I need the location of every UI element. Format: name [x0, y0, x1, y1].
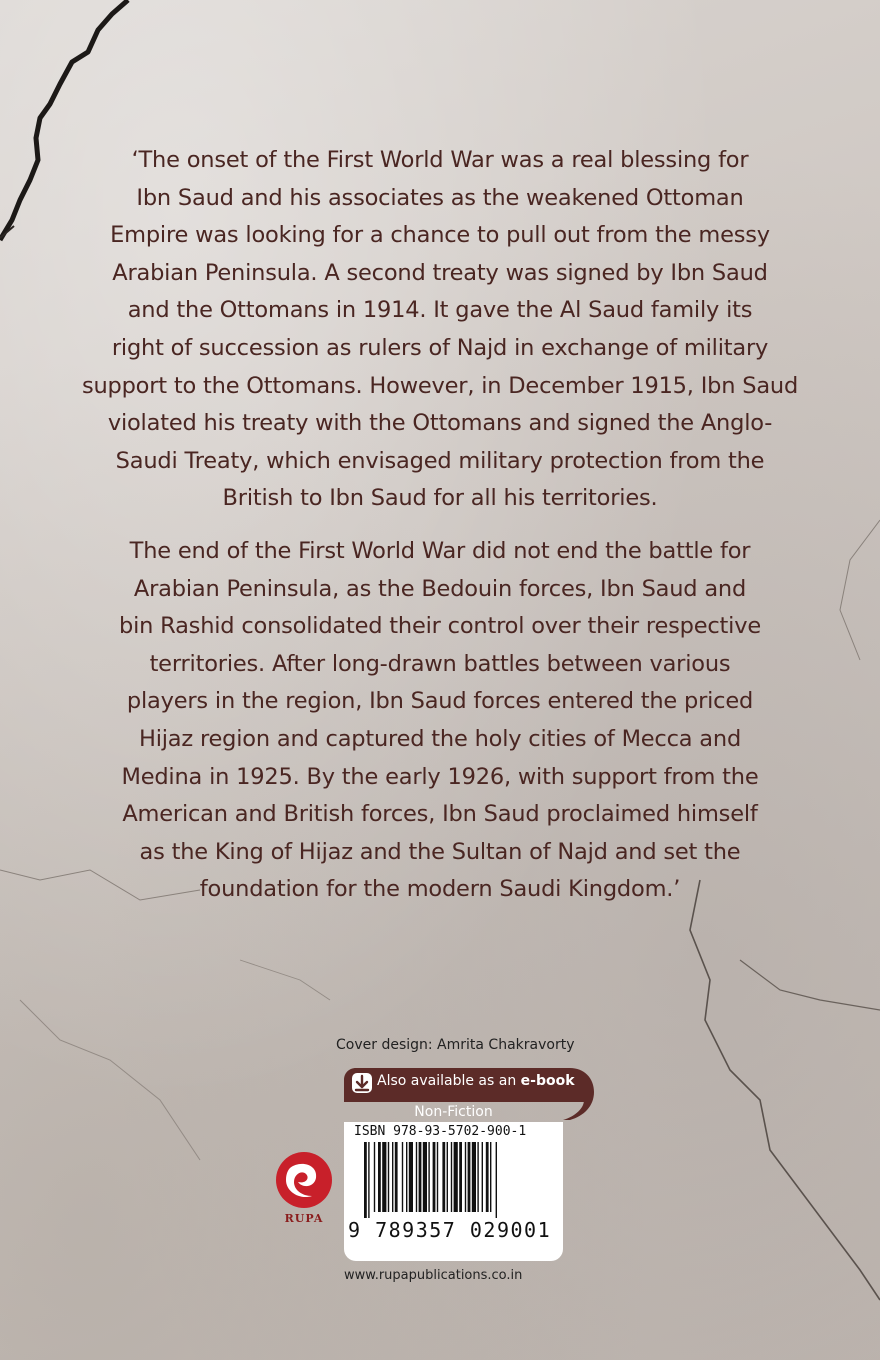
barcode-bar: [451, 1142, 452, 1212]
blurb-line: British to Ibn Saud for all his territories.: [222, 485, 658, 512]
blurb-line: as the King of Hijaz and the Sultan of Najd and set the: [139, 838, 741, 865]
blurb-line: Arabian Peninsula. A second treaty was signed by Ibn Saud: [112, 259, 768, 286]
barcode-bar: [454, 1142, 458, 1212]
publisher-logo: [272, 1148, 336, 1228]
barcode-bar: [428, 1142, 429, 1212]
barcode-bar: [482, 1142, 483, 1212]
ebook-label: [377, 1073, 575, 1089]
blurb-line: support to the Ottomans. However, in December 1915, Ibn Saud: [81, 372, 799, 399]
blurb-line: Arabian Peninsula, as the Bedouin forces, Ibn Saud and: [133, 575, 747, 602]
blurb-line: Saudi Treaty, which envisaged military protection from the: [115, 447, 765, 474]
publisher-name: RUPA: [284, 1212, 324, 1225]
barcode-bar: [442, 1142, 445, 1212]
barcode-bar: [378, 1142, 381, 1212]
isbn-label: ISBN 978-93-5702-900-1: [354, 1124, 527, 1139]
barcode-bar: [423, 1142, 427, 1212]
barcode: [364, 1142, 544, 1218]
barcode-bar: [433, 1142, 436, 1212]
genre-label: Non-Fiction: [414, 1104, 493, 1120]
barcode-bar: [486, 1142, 489, 1212]
blurb-paragraph-2: [40, 533, 840, 909]
barcode-bar: [364, 1142, 367, 1218]
download-icon: [352, 1073, 372, 1093]
blurb-line: foundation for the modern Saudi Kingdom.’: [199, 876, 681, 903]
barcode-bar: [472, 1142, 476, 1212]
blurb-line: territories. After long-drawn battles between various: [149, 650, 731, 677]
barcode-bar: [459, 1142, 462, 1212]
ebook-label-emphasis: e-book: [520, 1073, 575, 1089]
blurb-line: Medina in 1925. By the early 1926, with support from the: [121, 763, 759, 790]
blurb-line: violated his treaty with the Ottomans and signed the Anglo-: [107, 410, 773, 437]
blurb-line: Hijaz region and captured the holy cities of Mecca and: [138, 725, 742, 752]
blurb-line: right of succession as rulers of Najd in exchange of military: [111, 334, 769, 361]
isbn-digits: 9 789357 029001: [348, 1218, 552, 1242]
barcode-bar: [490, 1142, 491, 1212]
barcode-bar: [447, 1142, 448, 1212]
barcode-bar: [416, 1142, 417, 1212]
rupa-logo-icon: [272, 1148, 336, 1212]
barcode-bar: [406, 1142, 407, 1212]
blurb-line: Empire was looking for a chance to pull out from the messy: [110, 222, 770, 249]
barcode-bar: [437, 1142, 438, 1212]
barcode-panel: [344, 1122, 563, 1261]
barcode-bar: [409, 1142, 413, 1212]
blurb-line: bin Rashid consolidated their control over their respective: [119, 613, 761, 640]
barcode-bar: [419, 1142, 422, 1212]
blurb-line: and the Ottomans in 1914. It gave the Al Saud family its: [127, 297, 753, 324]
blurb-line: Ibn Saud and his associates as the weakened Ottoman: [136, 184, 744, 211]
barcode-bar: [392, 1142, 393, 1212]
blurb-line: players in the region, Ibn Saud forces entered the priced: [126, 688, 754, 715]
barcode-bar: [382, 1142, 386, 1212]
barcode-bar: [468, 1142, 471, 1212]
publisher-website[interactable]: www.rupapublications.co.in: [344, 1268, 523, 1283]
barcode-bar: [496, 1142, 497, 1218]
cover-design-credit: Cover design: Amrita Chakravorty: [336, 1037, 575, 1053]
blurb-line: American and British forces, Ibn Saud proclaimed himself: [122, 801, 758, 828]
barcode-bar: [374, 1142, 375, 1212]
blurb-line: The end of the First World War did not end the battle for: [129, 538, 751, 564]
ebook-label-prefix: Also available as an: [377, 1073, 521, 1089]
barcode-bar: [477, 1142, 478, 1212]
barcode-bar: [368, 1142, 369, 1218]
blurb-paragraph-1: [40, 142, 840, 518]
barcode-bar: [395, 1142, 398, 1212]
barcode-bar: [402, 1142, 403, 1212]
barcode-bar: [465, 1142, 466, 1212]
blurb-line: ‘The onset of the First World War was a real blessing for: [131, 147, 749, 173]
barcode-bar: [388, 1142, 389, 1212]
